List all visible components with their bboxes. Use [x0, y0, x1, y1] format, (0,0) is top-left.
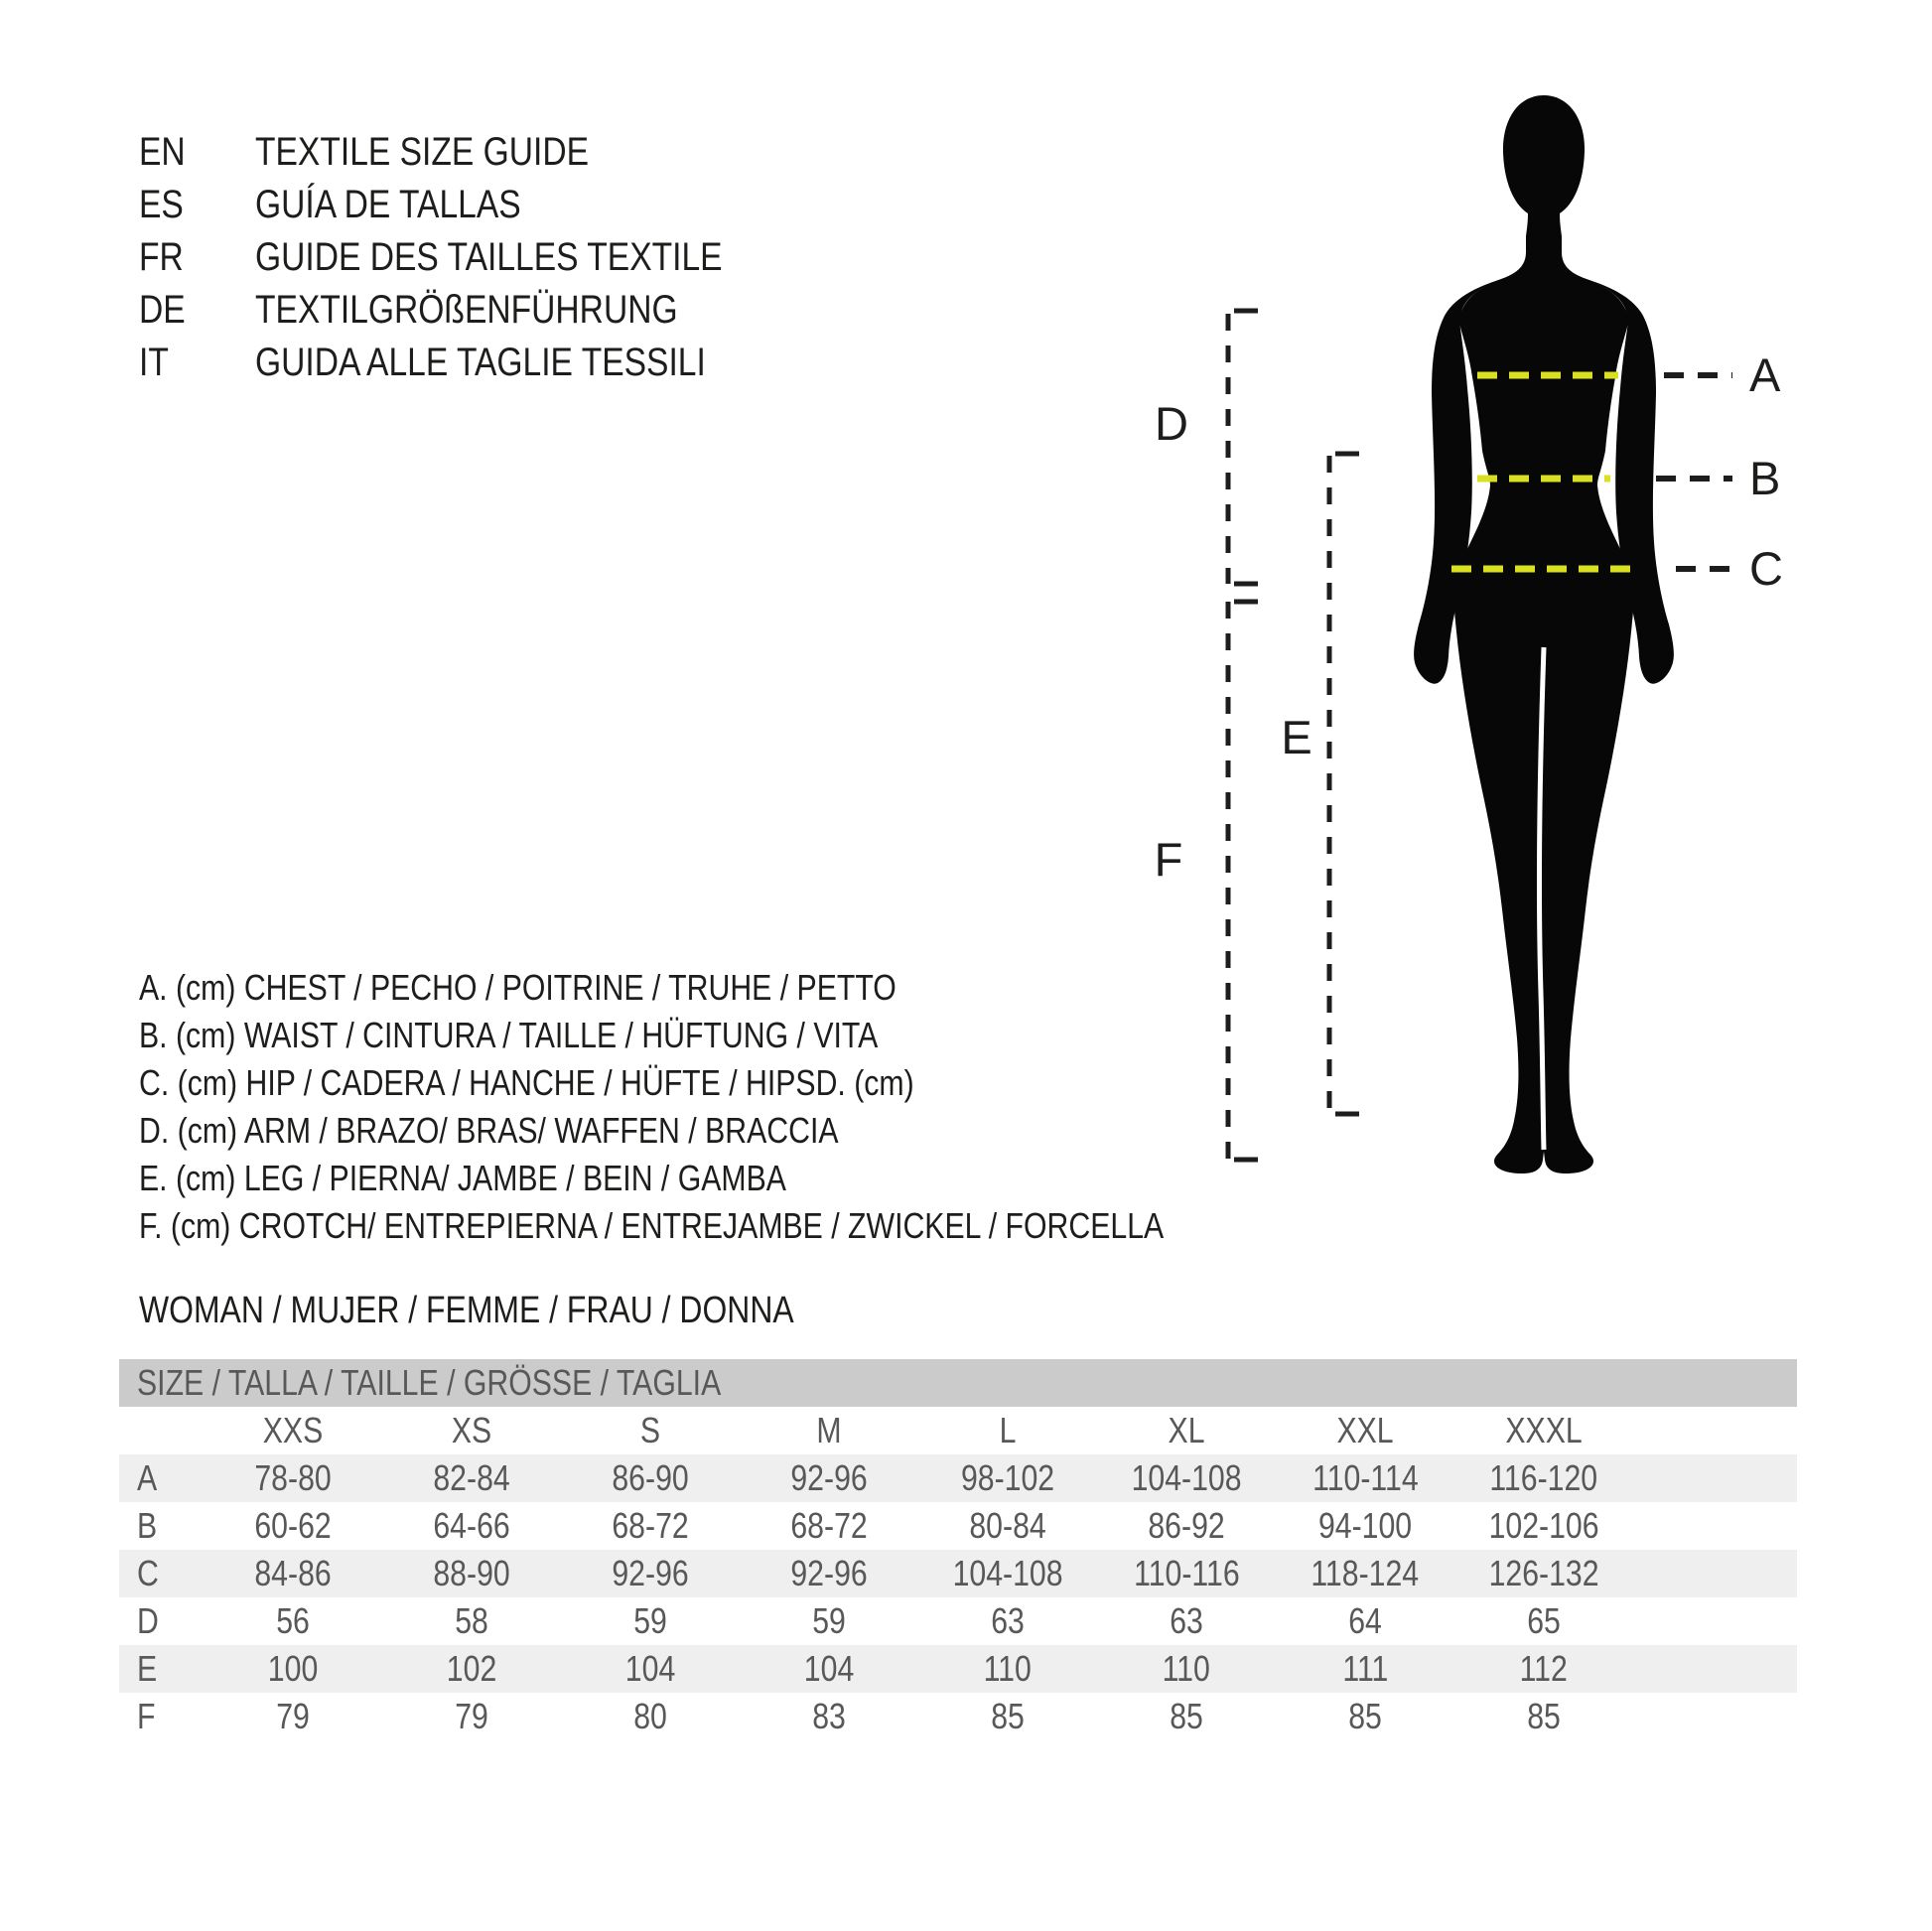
size-diagram	[923, 79, 1932, 1241]
table-cell: 78-80	[254, 1457, 332, 1498]
table-cell: 110	[1162, 1648, 1211, 1689]
filler-cell	[1633, 1693, 1797, 1740]
legend-item: B. (cm) WAIST / CINTURA / TAILLE / HÜFTUNG / VITA	[139, 1015, 879, 1055]
row-label: A	[137, 1457, 158, 1498]
table-cell: 84-86	[254, 1553, 332, 1593]
gender-heading-text: WOMAN / MUJER / FEMME / FRAU / DONNA	[139, 1290, 794, 1331]
table-cell: 126-132	[1488, 1553, 1599, 1593]
table-title: SIZE / TALLA / TAILLE / GRÖSSE / TAGLIA	[137, 1362, 722, 1403]
filler-cell	[1633, 1502, 1797, 1550]
table-cell: 110	[983, 1648, 1033, 1689]
table-cell: 100	[267, 1648, 319, 1689]
table-cell: 85	[1527, 1696, 1561, 1736]
table-row	[119, 1502, 1797, 1550]
chest-label: A	[1749, 348, 1781, 401]
table-cell: 112	[1519, 1648, 1569, 1689]
size-column-header: L	[999, 1410, 1017, 1450]
legend-item: F. (cm) CROTCH/ ENTREPIERNA / ENTREJAMBE / ZWICKEL / FORCELLA	[139, 1205, 1165, 1246]
corner-cell	[119, 1407, 204, 1454]
table-title-bar	[119, 1359, 1797, 1407]
waist-label: B	[1749, 452, 1781, 504]
arm-bracket-ticks	[1234, 311, 1258, 584]
table-cell: 102	[446, 1648, 497, 1689]
table-cell: 110-114	[1311, 1457, 1419, 1498]
table-cell: 102-106	[1488, 1505, 1599, 1546]
table-cell: 104-108	[1131, 1457, 1242, 1498]
size-table	[119, 1359, 1797, 1740]
table-cell: 110-116	[1133, 1553, 1240, 1593]
table-cell: 88-90	[433, 1553, 510, 1593]
table-cell: 79	[455, 1696, 488, 1736]
table-cell: 68-72	[612, 1505, 689, 1546]
table-cell: 59	[812, 1600, 846, 1641]
table-cell: 64	[1348, 1600, 1382, 1641]
legend-item: A. (cm) CHEST / PECHO / POITRINE / TRUHE / PETTO	[139, 967, 897, 1008]
table-cell: 63	[1170, 1600, 1203, 1641]
size-column-header: M	[816, 1410, 842, 1450]
table-cell: 86-90	[612, 1457, 689, 1498]
table-row	[119, 1645, 1797, 1693]
table-cell: 92-96	[612, 1553, 689, 1593]
crotch-bracket-ticks	[1234, 602, 1258, 1160]
table-cell: 111	[1342, 1648, 1388, 1689]
size-header-row	[119, 1407, 1797, 1454]
crotch-label: F	[1154, 833, 1183, 886]
size-column-header: XL	[1168, 1410, 1205, 1450]
language-title: GUÍA DE TALLAS	[255, 183, 521, 226]
table-cell: 68-72	[790, 1505, 868, 1546]
table-cell: 116-120	[1489, 1457, 1598, 1498]
language-code: DE	[139, 288, 186, 332]
language-title: GUIDA ALLE TAGLIE TESSILI	[255, 341, 706, 384]
table-cell: 104	[803, 1648, 855, 1689]
leg-bracket-ticks	[1335, 454, 1359, 1114]
table-row	[119, 1597, 1797, 1645]
table-cell: 94-100	[1317, 1505, 1413, 1546]
language-code: FR	[139, 235, 184, 279]
table-cell: 104	[624, 1648, 676, 1689]
table-row	[119, 1550, 1797, 1597]
legend-item: E. (cm) LEG / PIERNA/ JAMBE / BEIN / GAMBA	[139, 1158, 786, 1198]
table-cell: 85	[1348, 1696, 1382, 1736]
table-cell: 58	[455, 1600, 488, 1641]
table-cell: 65	[1527, 1600, 1561, 1641]
table-cell: 60-62	[254, 1505, 332, 1546]
language-title: TEXTILE SIZE GUIDE	[255, 130, 590, 174]
table-cell: 85	[1170, 1696, 1203, 1736]
size-column-header: XXXL	[1505, 1410, 1583, 1450]
hip-label: C	[1749, 542, 1783, 595]
filler-cell	[1633, 1645, 1797, 1693]
size-column-header: S	[639, 1410, 661, 1450]
leg-label: E	[1281, 711, 1312, 763]
row-label: E	[137, 1648, 158, 1689]
row-label: F	[137, 1696, 156, 1736]
table-cell: 118-124	[1311, 1553, 1420, 1593]
table-cell: 86-92	[1148, 1505, 1225, 1546]
filler-cell	[1633, 1550, 1797, 1597]
row-label: C	[137, 1553, 159, 1593]
table-cell: 80	[633, 1696, 667, 1736]
language-code: EN	[139, 130, 186, 174]
arm-label: D	[1155, 397, 1188, 450]
legend-item: C. (cm) HIP / CADERA / HANCHE / HÜFTE / HIPSD. (cm)	[139, 1062, 914, 1103]
language-code: IT	[139, 341, 169, 384]
row-label: B	[137, 1505, 158, 1546]
gender-heading	[139, 1290, 918, 1331]
table-cell: 98-102	[960, 1457, 1055, 1498]
language-code: ES	[139, 183, 184, 226]
table-cell: 92-96	[790, 1457, 868, 1498]
filler-cell	[1633, 1597, 1797, 1645]
size-column-header: XS	[451, 1410, 492, 1450]
legend-item: D. (cm) ARM / BRAZO/ BRAS/ WAFFEN / BRACCIA	[139, 1110, 839, 1151]
row-label: D	[137, 1600, 159, 1641]
table-row	[119, 1454, 1797, 1502]
table-cell: 64-66	[433, 1505, 510, 1546]
table-cell: 92-96	[790, 1553, 868, 1593]
size-column-header: XXL	[1336, 1410, 1394, 1450]
table-cell: 80-84	[969, 1505, 1046, 1546]
table-cell: 79	[276, 1696, 310, 1736]
table-cell: 59	[633, 1600, 667, 1641]
table-cell: 82-84	[433, 1457, 510, 1498]
table-row	[119, 1693, 1797, 1740]
filler-cell	[1633, 1454, 1797, 1502]
filler-cell	[1633, 1407, 1797, 1454]
language-title: GUIDE DES TAILLES TEXTILE	[255, 235, 723, 279]
table-cell: 63	[991, 1600, 1025, 1641]
size-column-header: XXS	[262, 1410, 324, 1450]
table-cell: 85	[991, 1696, 1025, 1736]
language-title: TEXTILGRÖßENFÜHRUNG	[255, 288, 678, 332]
table-cell: 104-108	[952, 1553, 1063, 1593]
table-cell: 83	[812, 1696, 846, 1736]
table-cell: 56	[276, 1600, 310, 1641]
